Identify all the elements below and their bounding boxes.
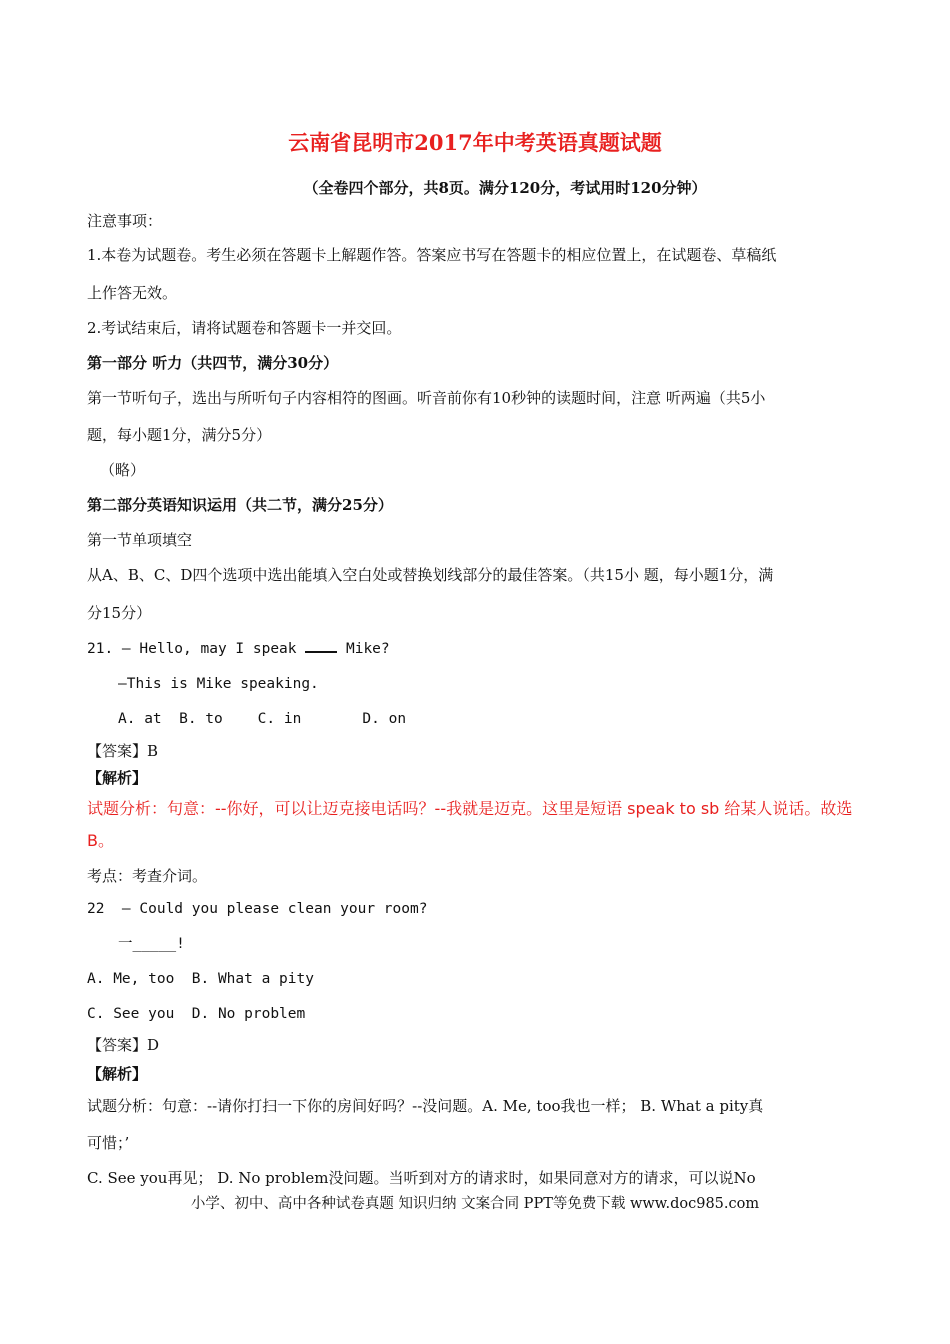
- q22-analysis-line-2: 可惜；’: [87, 1134, 130, 1152]
- q21-analysis-line-1: 试题分析：句意：--你好，可以让迈克接电话吗？--我就是迈克。这里是短语 speak to sb 给某人说话。故选: [87, 799, 853, 818]
- q22-analysis-line-3: C. See you再见； D. No problem没问题。当听到对方的请求时，如果同意对方的请求，可以说No: [87, 1169, 756, 1187]
- q21-answer-blank: [305, 639, 337, 653]
- q22-prompt: 22 — Could you please clean your room?: [87, 901, 428, 917]
- q22-options-line-2: C. See you D. No problem: [87, 1006, 306, 1022]
- q21-prompt-start: 21. — Hello, may I speak: [87, 641, 306, 657]
- part1-section1-line-2: 题，每小题1分，满分5分）: [87, 426, 272, 444]
- page-title: 云南省昆明市2017年中考英语真题试题: [288, 130, 662, 155]
- q21-reply: —This is Mike speaking.: [118, 676, 319, 692]
- q22-answer: 【答案】D: [87, 1036, 160, 1054]
- q21-knowledge-point: 考点：考查介词。: [87, 867, 208, 885]
- part2-heading: 第二部分英语知识运用（共二节，满分25分）: [87, 496, 393, 514]
- notice-item-2: 2.考试结束后，请将试题卷和答题卡一并交回。: [87, 319, 402, 337]
- q21-answer: 【答案】B: [87, 742, 159, 760]
- exam-info-subtitle: （全卷四个部分，共8页。满分120分，考试用时120分钟）: [303, 179, 707, 197]
- page-footer: 小学、初中、高中各种试卷真题 知识归纳 文案合同 PPT等免费下载 www.doc985.com: [190, 1196, 760, 1212]
- q21-prompt-end: Mike?: [337, 641, 390, 657]
- part1-omitted-note: （略）: [100, 461, 146, 479]
- notice-heading: 注意事项：: [87, 212, 163, 230]
- q22-options-line-1: A. Me, too B. What a pity: [87, 971, 314, 987]
- part1-heading: 第一部分 听力（共四节，满分30分）: [87, 354, 339, 372]
- q21-analysis-label: 【解析】: [87, 769, 148, 787]
- notice-item-1-line-2: 上作答无效。: [87, 284, 178, 302]
- q22-reply: 一_____!: [118, 936, 185, 952]
- notice-item-1-line-1: 1.本卷为试题卷。考生必须在答题卡上解题作答。答案应书写在答题卡的相应位置上，在试题卷、草稿纸: [87, 246, 777, 264]
- q21-analysis-line-2: B。: [87, 831, 114, 850]
- part2-section1-title: 第一节单项填空: [87, 531, 193, 549]
- part2-instruction-line-2: 分15分）: [87, 604, 152, 622]
- q22-analysis-label: 【解析】: [87, 1065, 148, 1083]
- q21-options: A. at B. to C. in D. on: [118, 711, 407, 727]
- part2-instruction-line-1: 从A、B、C、D四个选项中选出能填入空白处或替换划线部分的最佳答案。（共15小 题，每小题1分，满: [87, 566, 774, 584]
- part1-section1-line-1: 第一节听句子，选出与所听句子内容相符的图画。听音前你有10秒钟的读题时间，注意 听两遍（共5小: [87, 389, 766, 407]
- q21-prompt: [87, 639, 390, 659]
- q22-analysis-line-1: 试题分析：句意：--请你打扫一下你的房间好吗？--没问题。A. Me, too我也一样； B. What a pity真: [87, 1097, 764, 1115]
